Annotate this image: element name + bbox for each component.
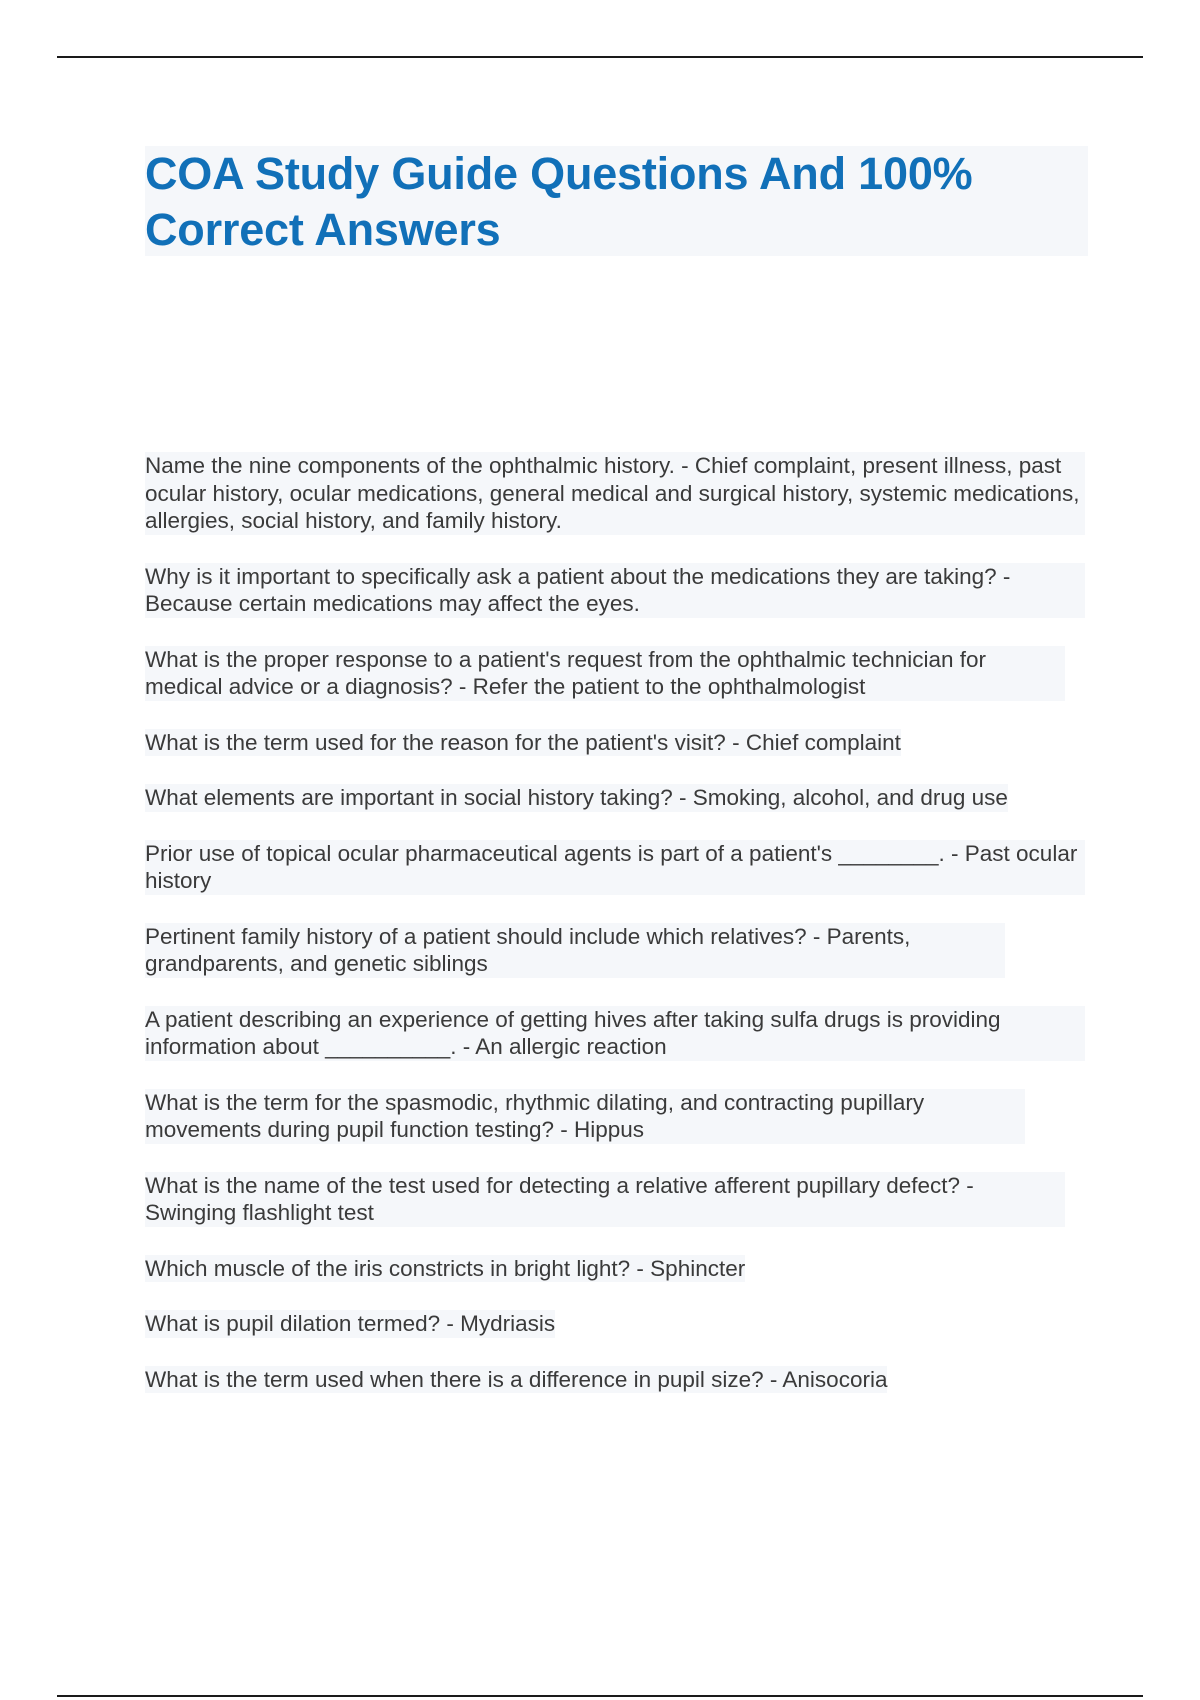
qa-item: Name the nine components of the ophthalmic history. - Chief complaint, present illness, past ocular history, ocular medications, general medical and surgical history, systemic medications, allergies, social history, and family history.	[145, 452, 1085, 535]
qa-list	[145, 452, 1085, 1421]
bottom-rule	[57, 1695, 1143, 1697]
qa-item: What is the term used when there is a difference in pupil size? - Anisocoria	[145, 1366, 888, 1392]
qa-item: What is the name of the test used for detecting a relative afferent pupillary defect? - Swinging flashlight test	[145, 1172, 1065, 1227]
title-block	[145, 146, 1088, 256]
qa-item: Pertinent family history of a patient should include which relatives? - Parents, grandparents, and genetic siblings	[145, 923, 1005, 978]
qa-item: What is pupil dilation termed? - Mydriasis	[145, 1311, 556, 1336]
qa-item: A patient describing an experience of getting hives after taking sulfa drugs is providing information about __________. - An allergic reaction	[145, 1006, 1085, 1061]
document-title: COA Study Guide Questions And 100% Correct Answers	[145, 148, 973, 255]
top-rule	[57, 56, 1143, 58]
qa-item: What is the proper response to a patient's request from the ophthalmic technician for medical advice or a diagnosis? - Refer the patient to the ophthalmologist	[145, 646, 1065, 701]
qa-item: Which muscle of the iris constricts in bright light? - Sphincter	[145, 1255, 746, 1281]
qa-item: What is the term used for the reason for the patient's visit? - Chief complaint	[145, 729, 901, 755]
qa-item: What elements are important in social history taking? - Smoking, alcohol, and drug use	[145, 785, 1008, 810]
qa-item: Why is it important to specifically ask a patient about the medications they are taking? - Because certain medications may affect the eyes.	[145, 563, 1085, 618]
qa-item: Prior use of topical ocular pharmaceutical agents is part of a patient's ________. - Past ocular history	[145, 840, 1085, 895]
qa-item: What is the term for the spasmodic, rhythmic dilating, and contracting pupillary movements during pupil function testing? - Hippus	[145, 1089, 1025, 1144]
